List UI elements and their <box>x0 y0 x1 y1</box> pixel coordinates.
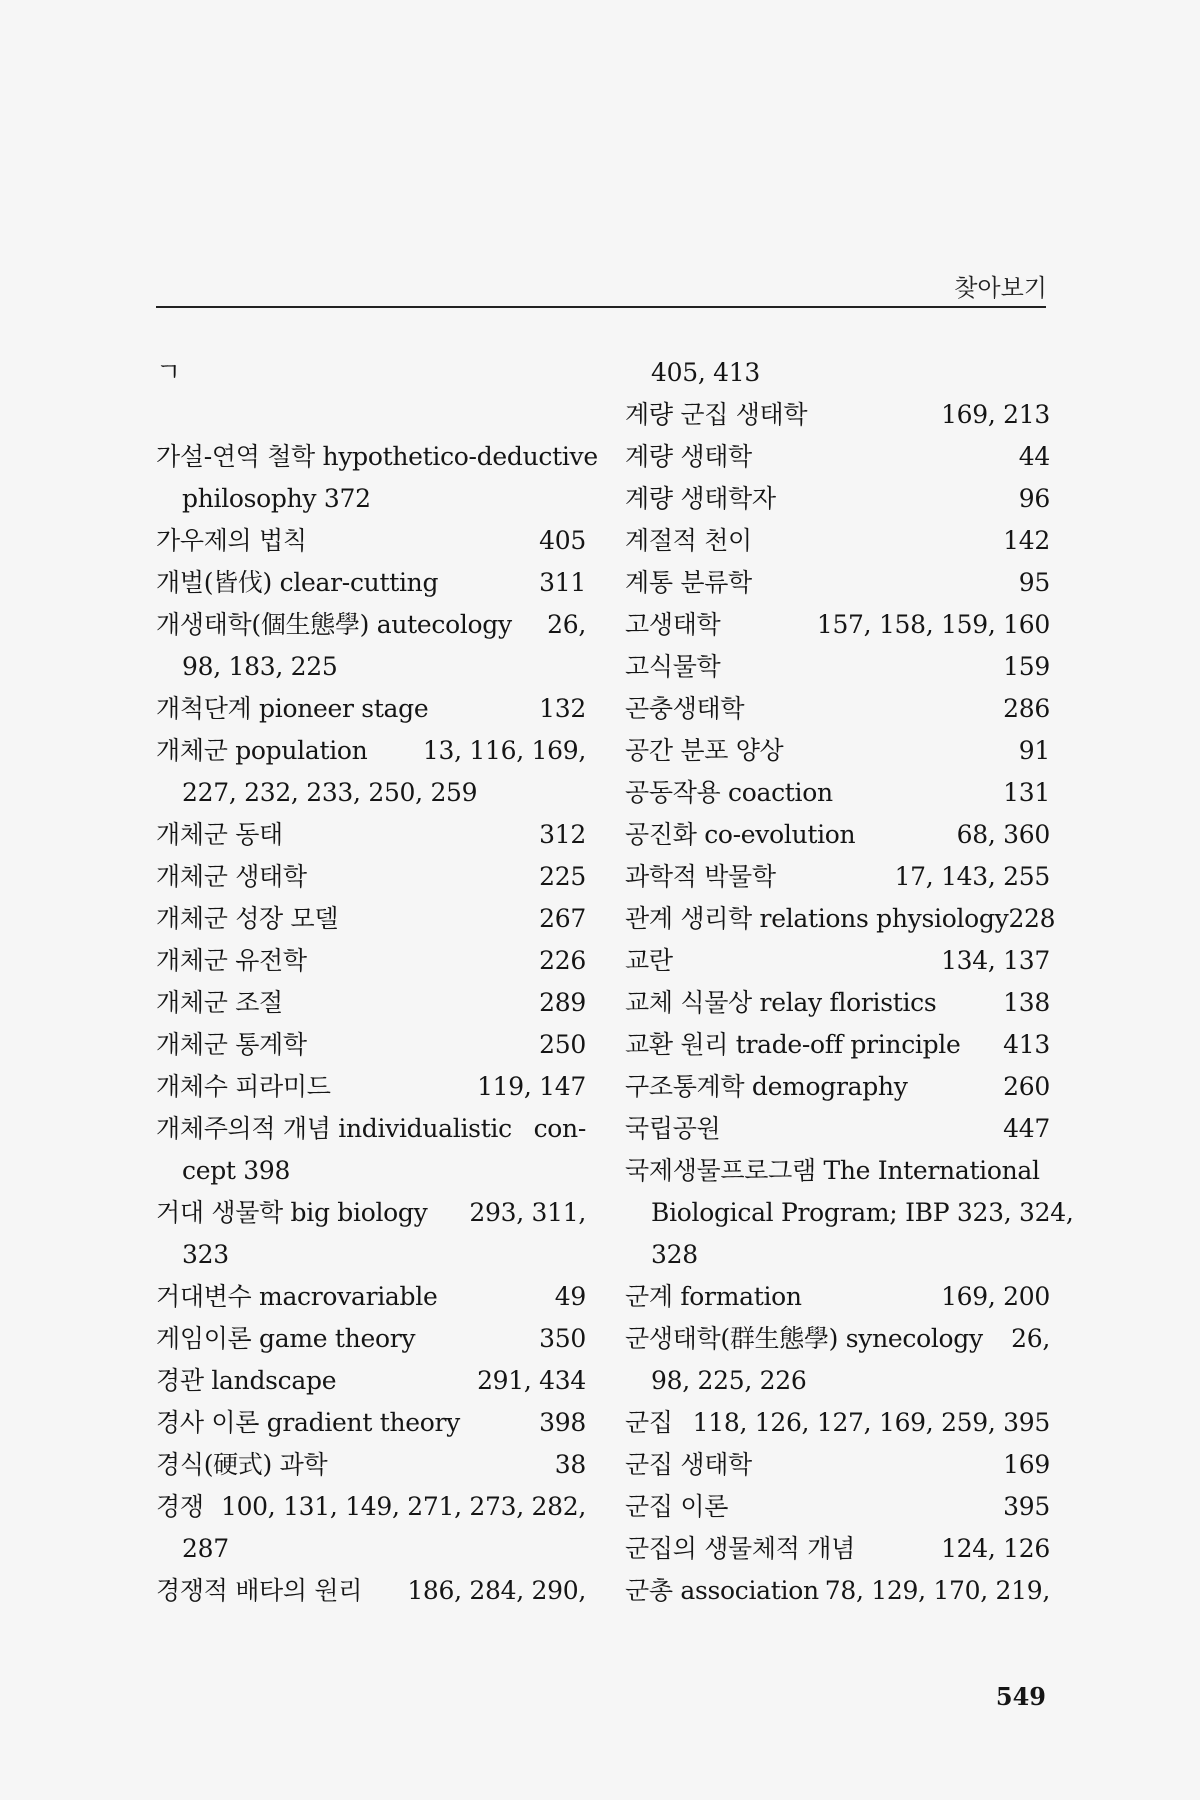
index-entry <box>156 604 586 688</box>
index-entry <box>156 856 586 898</box>
index-term: 고생태학 <box>625 610 721 639</box>
index-entry-line <box>156 940 586 982</box>
index-entry <box>156 1108 586 1192</box>
index-continuation: 328 <box>651 1240 698 1269</box>
index-entry <box>625 1024 1050 1066</box>
index-entry-line <box>625 1066 1050 1108</box>
index-entry <box>625 1318 1050 1402</box>
index-term: 고식물학 <box>625 652 721 681</box>
section-letter: ㄱ <box>156 358 181 388</box>
index-entry-line <box>625 562 1050 604</box>
index-pages: 132 <box>539 694 586 723</box>
index-entry <box>625 730 1050 772</box>
index-entry <box>156 1570 586 1612</box>
running-header-title: 찾아보기 <box>954 274 1047 302</box>
index-entry <box>156 688 586 730</box>
index-entry <box>625 394 1050 436</box>
index-term: 경사 이론 gradient theory <box>156 1408 461 1437</box>
index-pages: 186, 284, 290, <box>407 1576 586 1605</box>
index-pages: 134, 137 <box>941 946 1050 975</box>
index-term: 공간 분포 양상 <box>625 736 784 765</box>
index-entry-line <box>625 478 1050 520</box>
index-entry <box>156 1066 586 1108</box>
index-pages: 413 <box>1003 1030 1050 1059</box>
index-term: 군생태학(群生態學) synecology <box>625 1324 983 1353</box>
index-term: 공진화 co-evolution <box>625 820 856 849</box>
index-pages: 226 <box>539 946 586 975</box>
index-pages: 78, 129, 170, 219, <box>824 1576 1050 1605</box>
index-term: 거대변수 macrovariable <box>156 1282 438 1311</box>
index-entry-line <box>625 604 1050 646</box>
index-entry <box>625 1276 1050 1318</box>
index-entry-line <box>625 688 1050 730</box>
index-entry-line <box>625 940 1050 982</box>
index-pages: 250 <box>539 1030 586 1059</box>
index-entry <box>156 1444 586 1486</box>
index-entry <box>156 1360 586 1402</box>
index-entry-line <box>156 520 586 562</box>
index-entry <box>625 982 1050 1024</box>
index-pages: 169, 213 <box>941 400 1050 429</box>
index-entry-line <box>625 982 1050 1024</box>
index-entry-line <box>625 1402 1050 1444</box>
index-pages: 26, <box>1011 1324 1050 1353</box>
index-term: 군계 formation <box>625 1282 802 1311</box>
index-pages: 13, 116, 169, <box>422 736 586 765</box>
index-term: 교체 식물상 relay floristics <box>625 988 937 1017</box>
index-term: 개체수 피라미드 <box>156 1072 331 1101</box>
index-entry-line <box>156 1108 586 1150</box>
index-entry <box>625 478 1050 520</box>
index-pages: 95 <box>1018 568 1050 597</box>
index-entry-line <box>156 1444 586 1486</box>
index-term: 개체군 population <box>156 736 368 765</box>
index-term: 교란 <box>625 946 673 975</box>
index-entry-line <box>625 814 1050 856</box>
index-term: 군집 <box>625 1408 673 1437</box>
index-pages: 289 <box>539 988 586 1017</box>
index-pages: 267 <box>539 904 586 933</box>
index-entry-line <box>625 1570 1050 1612</box>
index-pages: 131 <box>1003 778 1050 807</box>
index-term: 교환 원리 trade-off principle <box>625 1030 961 1059</box>
index-pages: 119, 147 <box>477 1072 586 1101</box>
index-pages: 124, 126 <box>941 1534 1050 1563</box>
index-entry-line <box>625 898 1056 940</box>
index-pages: 350 <box>539 1324 586 1353</box>
index-term: 계절적 천이 <box>625 526 752 555</box>
index-entry <box>625 940 1050 982</box>
index-entry-line <box>156 730 586 772</box>
index-entry <box>625 856 1050 898</box>
index-term: 계통 분류학 <box>625 568 752 597</box>
index-entry-line <box>625 772 1050 814</box>
index-pages: 26, <box>547 610 586 639</box>
index-entry <box>156 562 586 604</box>
index-entry-line <box>156 898 586 940</box>
index-term: 개체주의적 개념 individualistic <box>156 1114 512 1143</box>
index-entry-line <box>625 1528 1050 1570</box>
index-term: 거대 생물학 big biology <box>156 1198 428 1227</box>
index-entry-line <box>625 394 1050 436</box>
index-continuation: 98, 183, 225 <box>182 652 338 681</box>
index-continuation: Biological Program; IBP 323, 324, <box>651 1198 1074 1227</box>
index-pages: 286 <box>1003 694 1050 723</box>
index-entry <box>625 1402 1050 1444</box>
header-rule <box>156 306 1046 308</box>
index-pages: 312 <box>539 820 586 849</box>
index-continuation: 323 <box>182 1240 229 1269</box>
index-entry-line <box>625 520 1050 562</box>
index-entry <box>625 1108 1050 1150</box>
index-term: 곤충생태학 <box>625 694 745 723</box>
index-term: 개체군 통계학 <box>156 1030 307 1059</box>
index-pages: 228 <box>1008 904 1056 933</box>
index-entry-line <box>625 1108 1050 1150</box>
index-term: 경식(硬式) 과학 <box>156 1450 328 1479</box>
index-term: 개체군 조절 <box>156 988 283 1017</box>
index-entry <box>156 982 586 1024</box>
index-entry <box>625 688 1050 730</box>
index-entry-line <box>156 604 586 646</box>
index-pages: 159 <box>1003 652 1050 681</box>
index-continuation: cept 398 <box>182 1156 291 1185</box>
index-entry-line <box>156 1066 586 1108</box>
index-entry-line <box>625 646 1050 688</box>
index-term: 군총 association <box>625 1576 819 1605</box>
index-entry <box>625 1486 1050 1528</box>
index-entry-line <box>625 1276 1050 1318</box>
index-entry <box>625 646 1050 688</box>
index-entry-line <box>156 1570 586 1612</box>
index-pages: 100, 131, 149, 271, 273, 282, <box>220 1492 586 1521</box>
index-entry <box>625 898 1056 940</box>
index-term: 개척단계 pioneer stage <box>156 694 429 723</box>
index-entry <box>156 940 586 982</box>
index-entry <box>156 730 586 814</box>
index-entry-line <box>156 562 586 604</box>
index-term: 가설-연역 철학 hypothetico-deductive <box>156 442 598 471</box>
index-entry-line <box>156 1276 586 1318</box>
index-entry <box>625 772 1050 814</box>
index-entry <box>156 898 586 940</box>
index-pages: 91 <box>1018 736 1050 765</box>
index-term: 개체군 생태학 <box>156 862 307 891</box>
index-term: 계량 군집 생태학 <box>625 400 808 429</box>
index-term: 군집의 생물체적 개념 <box>625 1534 855 1563</box>
index-entry-line <box>156 1402 586 1444</box>
index-pages: 138 <box>1003 988 1050 1017</box>
index-entry-line <box>156 814 586 856</box>
index-entry-line <box>625 1444 1050 1486</box>
index-entry <box>156 1192 586 1276</box>
index-pages: con- <box>533 1114 586 1143</box>
index-term: 국제생물프로그램 The International <box>625 1156 1040 1185</box>
index-term: 개체군 성장 모델 <box>156 904 339 933</box>
index-entry-line <box>156 1024 586 1066</box>
index-pages: 169, 200 <box>941 1282 1050 1311</box>
index-entry <box>156 436 598 520</box>
index-entry-line <box>156 1192 586 1234</box>
index-pages: 17, 143, 255 <box>894 862 1050 891</box>
index-term: 경쟁 <box>156 1492 204 1521</box>
index-pages: 291, 434 <box>477 1366 586 1395</box>
index-term: 경관 landscape <box>156 1366 337 1395</box>
index-entry <box>156 1276 586 1318</box>
index-continuation: 227, 232, 233, 250, 259 <box>182 778 478 807</box>
index-entry-line <box>156 1486 586 1528</box>
index-pages: 142 <box>1003 526 1050 555</box>
index-entry <box>625 1570 1050 1612</box>
index-entry-line <box>625 730 1050 772</box>
index-pages: 169 <box>1003 1450 1050 1479</box>
index-pages: 398 <box>539 1408 586 1437</box>
index-pages: 68, 360 <box>956 820 1050 849</box>
index-pages: 38 <box>554 1450 586 1479</box>
index-pages: 225 <box>539 862 586 891</box>
index-entry <box>625 562 1050 604</box>
index-entry-line <box>156 1360 586 1402</box>
index-entry <box>625 520 1050 562</box>
index-entry-line <box>156 856 586 898</box>
index-pages: 447 <box>1003 1114 1050 1143</box>
index-term: 개체군 동태 <box>156 820 283 849</box>
index-term: 군집 생태학 <box>625 1450 752 1479</box>
index-continuation: 98, 225, 226 <box>651 1366 807 1395</box>
index-term: 개체군 유전학 <box>156 946 307 975</box>
left-column <box>156 352 598 1612</box>
page-number: 549 <box>995 1682 1046 1711</box>
index-term: 공동작용 coaction <box>625 778 833 807</box>
index-pages: 293, 311, <box>469 1198 586 1227</box>
index-continuation: philosophy 372 <box>182 484 371 513</box>
index-pages: 118, 126, 127, 169, 259, 395 <box>692 1408 1050 1437</box>
index-term: 구조통계학 demography <box>625 1072 908 1101</box>
index-term: 계량 생태학 <box>625 442 752 471</box>
index-entry <box>156 814 586 856</box>
index-entry-line <box>625 1486 1050 1528</box>
index-pages: 44 <box>1018 442 1050 471</box>
index-entry-line <box>156 688 586 730</box>
index-pages: 311 <box>539 568 586 597</box>
index-entry <box>625 604 1050 646</box>
index-term: 개벌(皆伐) clear-cutting <box>156 568 439 597</box>
index-term: 과학적 박물학 <box>625 862 776 891</box>
index-pages: 96 <box>1018 484 1050 513</box>
index-term: 관계 생리학 relations physiology <box>625 904 1009 933</box>
index-entry <box>625 436 1050 478</box>
index-entry-line <box>625 436 1050 478</box>
index-pages: 260 <box>1003 1072 1050 1101</box>
continued-pages: 405, 413 <box>651 358 760 387</box>
index-entry-line <box>156 1318 586 1360</box>
index-term: 가우제의 법칙 <box>156 526 307 555</box>
index-continuation: 287 <box>182 1534 229 1563</box>
index-entry-line <box>625 1024 1050 1066</box>
index-pages: 405 <box>539 526 586 555</box>
index-entry <box>156 1486 586 1570</box>
index-entry-line <box>156 436 598 478</box>
right-column <box>625 352 1074 1612</box>
index-entry <box>156 1318 586 1360</box>
index-entry <box>156 1024 586 1066</box>
index-entry <box>625 814 1050 856</box>
index-pages: 395 <box>1003 1492 1050 1521</box>
index-entry <box>625 1150 1074 1276</box>
index-entry <box>625 1066 1050 1108</box>
index-pages: 49 <box>554 1282 586 1311</box>
index-entry <box>625 1444 1050 1486</box>
index-entry <box>156 1402 586 1444</box>
index-entry-line <box>625 856 1050 898</box>
index-term: 개생태학(個生態學) autecology <box>156 610 512 639</box>
index-entry-line <box>625 1318 1050 1360</box>
index-entry-line <box>156 982 586 1024</box>
index-term: 게임이론 game theory <box>156 1324 416 1353</box>
index-entry <box>625 1528 1050 1570</box>
index-pages: 157, 158, 159, 160 <box>816 610 1050 639</box>
index-term: 계량 생태학자 <box>625 484 776 513</box>
index-term: 국립공원 <box>625 1114 721 1143</box>
index-entry <box>156 520 586 562</box>
index-term: 경쟁적 배타의 원리 <box>156 1576 363 1605</box>
index-entry-line <box>625 1150 1050 1192</box>
index-term: 군집 이론 <box>625 1492 729 1521</box>
